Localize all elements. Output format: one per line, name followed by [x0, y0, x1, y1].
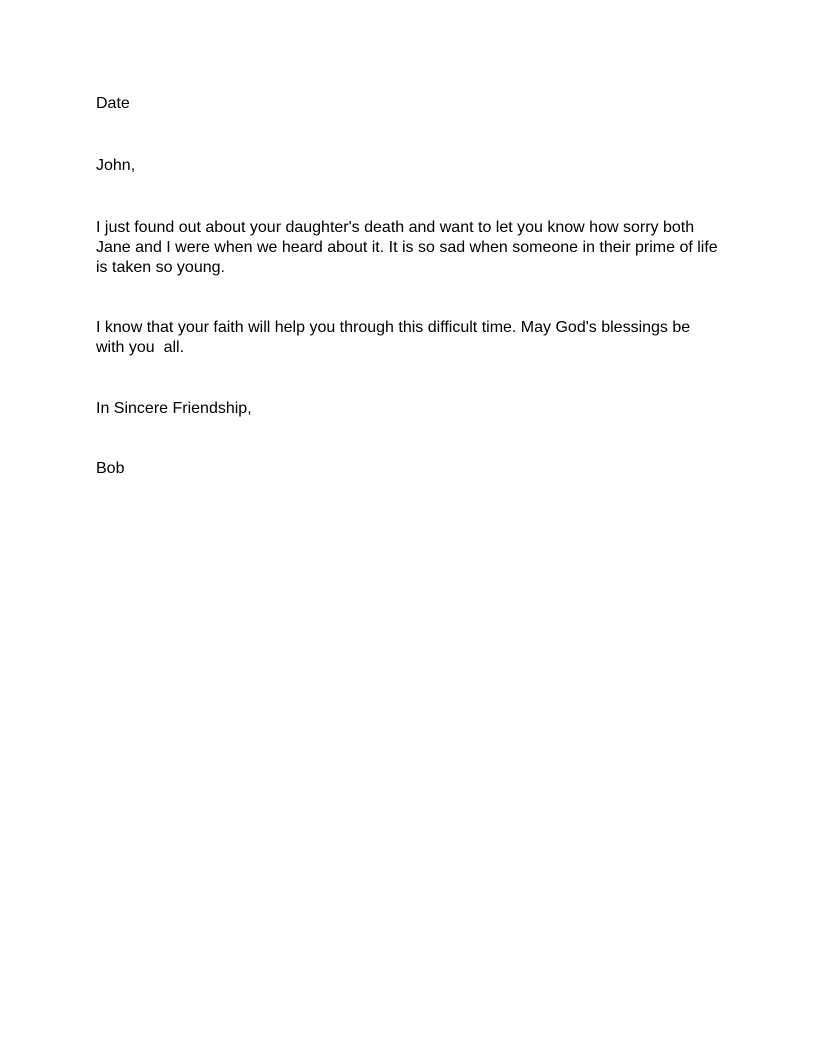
paragraph-2-line: with you all. [96, 339, 185, 356]
paragraph-2-line: I know that your faith will help you through this difficult time. May God's blessings be [96, 319, 691, 336]
letter-paragraph-1 [96, 218, 718, 278]
letter-date: Date [96, 95, 130, 112]
paragraph-1-line: Jane and I were when we heard about it. It is so sad when someone in their prime of life [96, 239, 718, 256]
paragraph-1-line: I just found out about your daughter's death and want to let you know how sorry both [96, 219, 695, 236]
letter-signature: Bob [96, 460, 125, 477]
letter-closing: In Sincere Friendship, [96, 400, 252, 417]
letter-paragraph-2 [96, 318, 690, 358]
paragraph-1-line: is taken so young. [96, 259, 225, 276]
letter-salutation: John, [96, 157, 136, 174]
